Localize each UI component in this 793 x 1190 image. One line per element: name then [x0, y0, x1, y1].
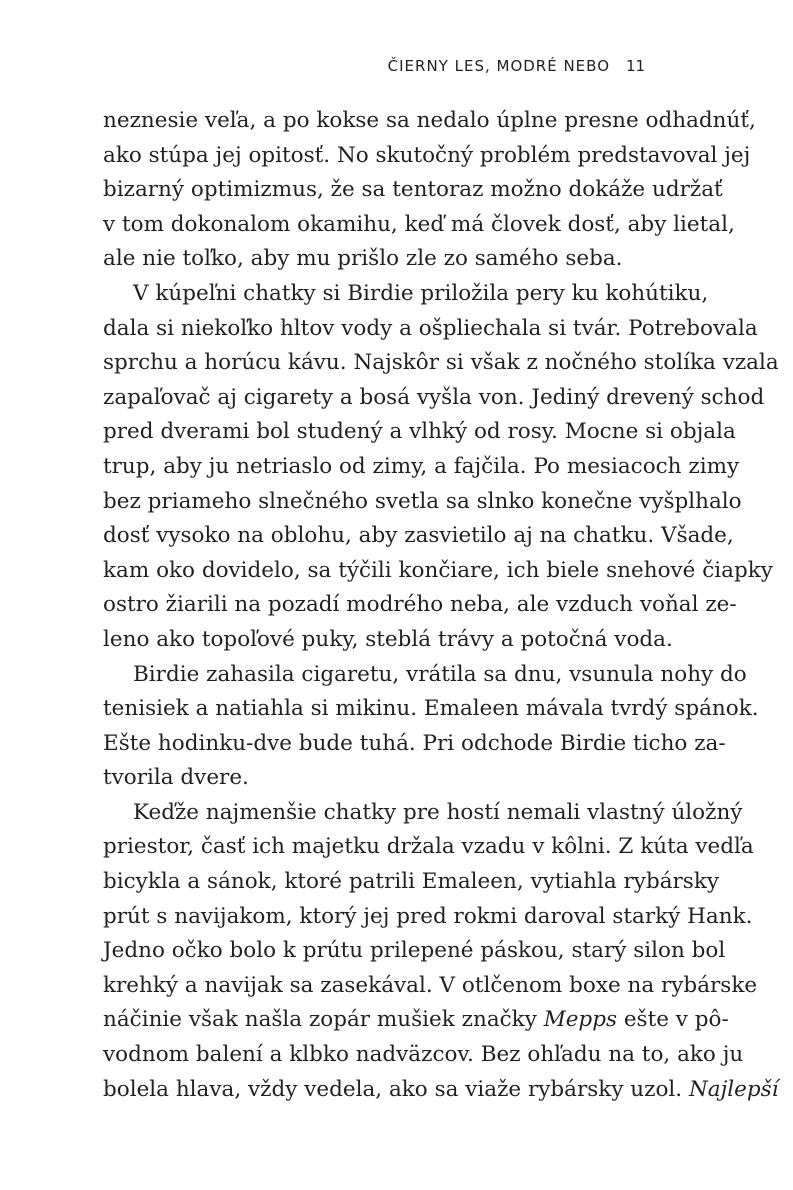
text-line: pred dverami bol studený a vlhký od rosy. Mocne si objala	[103, 419, 736, 445]
text-line: Birdie zahasila cigaretu, vrátila sa dnu, vsunula nohy do	[133, 661, 747, 687]
text-line: leno ako topoľové puky, steblá trávy a potočná voda.	[103, 626, 673, 652]
text-line: sprchu a horúcu kávu. Najskôr si však z nočného stolíka vzala	[103, 350, 779, 376]
text-line: dosť vysoko na oblohu, aby zasvietilo aj na chatku. Všade,	[103, 523, 734, 549]
text-line: kam oko dovidelo, sa týčili končiare, ich biele snehové čiapky	[103, 557, 773, 583]
page-number: 11	[626, 57, 646, 75]
text-line: Ešte hodinku-dve bude tuhá. Pri odchode Birdie ticho za-	[103, 730, 726, 756]
text-line: ostro žiarili na pozadí modrého neba, ale vzduch voňal ze-	[103, 592, 737, 618]
text-line	[103, 1003, 729, 1038]
text-line: Jedno očko bolo k prútu prilepené páskou, starý silon bol	[103, 938, 726, 964]
text-span: náčinie však našla zopár mušiek značky	[103, 1007, 544, 1033]
text-line: bizarný optimizmus, že sa tentoraz možno dokáže udržať	[103, 177, 723, 203]
text-line: ale nie toľko, aby mu prišlo zle zo samého seba.	[103, 246, 623, 272]
text-line: bez priameho slnečného svetla sa slnko konečne vyšplhalo	[103, 488, 742, 514]
text-span: ešte v pô-	[617, 1007, 729, 1033]
text-line: v tom dokonalom okamihu, keď má človek dosť, aby lietal,	[103, 211, 735, 237]
text-line: ako stúpa jej opitosť. No skutočný problém predstavoval jej	[103, 142, 751, 168]
text-line	[103, 1073, 779, 1108]
text-line: V kúpeľni chatky si Birdie priložila pery ku kohútiku,	[133, 280, 709, 306]
text-line: prút s navijakom, ktorý jej pred rokmi daroval starký Hank.	[103, 903, 753, 929]
text-line: Keďže najmenšie chatky pre hostí nemali vlastný úložný	[133, 799, 743, 825]
brand-name-italic: Mepps	[543, 1007, 617, 1033]
text-line: trup, aby ju netriaslo od zimy, a fajčila. Po mesiacoch zimy	[103, 453, 740, 479]
text-line: neznesie veľa, a po kokse sa nedalo úplne presne odhadnúť,	[103, 108, 756, 133]
text-span: bolela hlava, vždy vedela, ako sa viaže rybársky uzol.	[103, 1076, 689, 1102]
text-line: tenisiek a natiahla si mikinu. Emaleen mávala tvrdý spánok.	[103, 696, 759, 722]
running-title: ČIERNY LES, MODRÉ NEBO	[387, 57, 610, 75]
text-line: dala si niekoľko hltov vody a ošpliechala si tvár. Potrebovala	[103, 315, 758, 341]
text-line: tvorila dvere.	[103, 765, 249, 791]
emphasis-italic: Najlepší	[688, 1076, 779, 1102]
text-line: zapaľovač aj cigarety a bosá vyšla von. Jediný drevený schod	[103, 384, 765, 410]
text-line: priestor, časť ich majetku držala vzadu v kôlni. Z kúta vedľa	[103, 834, 754, 860]
text-line: vodnom balení a klbko nadväzcov. Bez ohľadu na to, ako ju	[103, 1042, 744, 1068]
text-line: krehký a navijak sa zasekával. V otlčenom boxe na rybárske	[103, 972, 758, 998]
body-text	[103, 104, 779, 1107]
text-line: bicykla a sánok, ktoré patrili Emaleen, vytiahla rybársky	[103, 869, 720, 895]
